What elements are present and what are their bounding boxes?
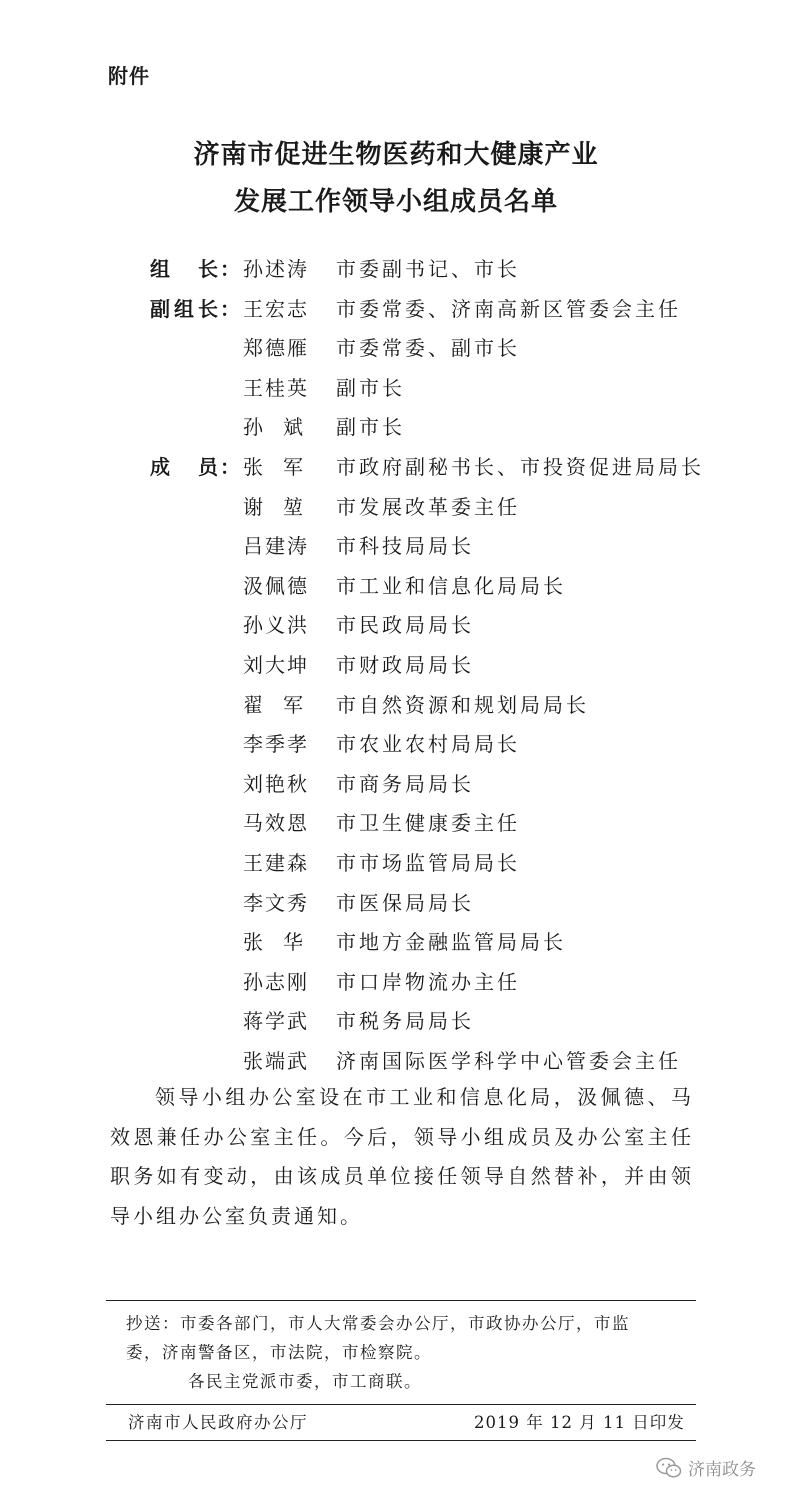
roster-colon: ： xyxy=(220,454,240,479)
member-position: 市民政局局长 xyxy=(336,613,474,638)
member-name: 翟 军 xyxy=(243,692,303,717)
member-position: 市农业农村局局长 xyxy=(336,732,520,757)
roster-role-char: 组 xyxy=(150,257,170,281)
member-name: 马效恩 xyxy=(243,811,309,836)
member-name: 李文秀 xyxy=(243,890,309,915)
attachment-label: 附件 xyxy=(108,64,150,88)
roster-role-char: 组 xyxy=(174,296,194,321)
roster-row xyxy=(150,488,730,528)
member-name: 王宏志 xyxy=(243,296,309,321)
document-title-line-2: 发展工作领导小组成员名单 xyxy=(233,187,558,217)
member-position: 市发展改革委主任 xyxy=(336,494,520,519)
office-note-paragraph: 领导小组办公室设在市工业和信息化局，汲佩德、马效恩兼任办公室主任。今后，领导小组成员及办公室主任职务如有变动，由该成员单位接任领导自然替补，并由领导小组办公室负责通知。 xyxy=(110,1085,694,1228)
member-position: 市口岸物流办主任 xyxy=(336,969,520,994)
member-position: 市商务局局长 xyxy=(336,771,474,796)
roster-row xyxy=(150,765,730,805)
member-position: 市委常委、济南高新区管委会主任 xyxy=(336,296,681,321)
member-position: 市税务局局长 xyxy=(336,1009,474,1034)
roster-row xyxy=(150,725,730,765)
roster-role-char: 副 xyxy=(150,296,170,321)
roster-row xyxy=(150,527,730,567)
member-position: 市卫生健康委主任 xyxy=(336,811,520,836)
cc-line-2: 委，济南警备区，市法院，市检察院。 xyxy=(126,1343,432,1362)
member-name: 刘艳秋 xyxy=(243,771,309,796)
member-name: 郑德雁 xyxy=(243,336,309,361)
divider-bottom xyxy=(106,1440,696,1441)
member-name: 刘大坤 xyxy=(243,652,309,677)
member-position: 市地方金融监管局局长 xyxy=(336,930,566,955)
roster-role-label xyxy=(150,250,218,290)
member-name: 谢 堃 xyxy=(243,494,303,519)
roster-role-label xyxy=(150,290,218,330)
document-title-line-1: 济南市促进生物医药和大健康产业 xyxy=(193,140,599,170)
roster-role-char: 长 xyxy=(198,296,218,321)
roster-row xyxy=(150,686,730,726)
roster-row xyxy=(150,804,730,844)
member-name: 汲佩德 xyxy=(243,573,309,598)
member-position: 市委常委、副市长 xyxy=(336,336,520,361)
member-name: 蒋学武 xyxy=(243,1009,309,1034)
member-name: 孙述涛 xyxy=(243,257,309,281)
roster-colon: ： xyxy=(220,296,240,321)
member-position: 副市长 xyxy=(336,375,405,400)
roster-role-label xyxy=(150,448,218,488)
watermark xyxy=(656,1455,756,1480)
member-name: 吕建涛 xyxy=(243,534,309,559)
member-position: 市政府副秘书长、市投资促进局局长 xyxy=(336,454,704,479)
roster-row xyxy=(150,844,730,884)
roster-role-char: 员 xyxy=(198,454,218,479)
roster-row xyxy=(150,329,730,369)
member-roster xyxy=(150,250,730,1081)
member-name: 王桂英 xyxy=(243,375,309,400)
cc-line-3: 各民主党派市委，市工商联。 xyxy=(188,1372,422,1391)
divider-middle xyxy=(106,1404,696,1405)
member-name: 李季孝 xyxy=(243,732,309,757)
roster-row xyxy=(150,448,730,488)
member-position: 济南国际医学科学中心管委会主任 xyxy=(336,1048,681,1073)
issue-date: 2019 年 12 月 11 日印发 xyxy=(474,1413,685,1432)
member-name: 孙志刚 xyxy=(243,969,309,994)
roster-row xyxy=(150,1042,730,1082)
cc-block xyxy=(126,1309,686,1396)
cc-line-1: 抄送：市委各部门，市人大常委会办公厅，市政协办公厅，市监 xyxy=(126,1314,630,1333)
roster-row xyxy=(150,567,730,607)
roster-row xyxy=(150,923,730,963)
member-name: 孙 斌 xyxy=(243,415,303,440)
roster-row xyxy=(150,369,730,409)
member-name: 王建森 xyxy=(243,850,309,875)
member-name: 孙义洪 xyxy=(243,613,309,638)
roster-row xyxy=(150,884,730,924)
roster-role-char: 长 xyxy=(198,257,218,281)
roster-row xyxy=(150,963,730,1003)
roster-row xyxy=(150,1002,730,1042)
member-position: 市财政局局长 xyxy=(336,652,474,677)
roster-row xyxy=(150,606,730,646)
member-position: 市医保局局长 xyxy=(336,890,474,915)
roster-row xyxy=(150,408,730,448)
issuer-name: 济南市人民政府办公厅 xyxy=(128,1413,308,1432)
member-name: 张端武 xyxy=(243,1048,309,1073)
watermark-text: 济南政务 xyxy=(688,1460,756,1480)
roster-role-char: 成 xyxy=(150,454,170,479)
member-name: 张 华 xyxy=(243,930,303,955)
roster-colon: ： xyxy=(220,257,240,281)
member-name: 张 军 xyxy=(243,454,303,479)
roster-row xyxy=(150,290,730,330)
member-position: 市市场监管局局长 xyxy=(336,850,520,875)
member-position: 市科技局局长 xyxy=(336,534,474,559)
wechat-icon xyxy=(656,1457,682,1479)
member-position: 市自然资源和规划局局长 xyxy=(336,692,589,717)
member-position: 市工业和信息化局局长 xyxy=(336,573,566,598)
member-position: 副市长 xyxy=(336,415,405,440)
roster-row xyxy=(150,646,730,686)
roster-row xyxy=(150,250,730,290)
member-position: 市委副书记、市长 xyxy=(336,257,520,281)
divider-top xyxy=(106,1300,696,1301)
